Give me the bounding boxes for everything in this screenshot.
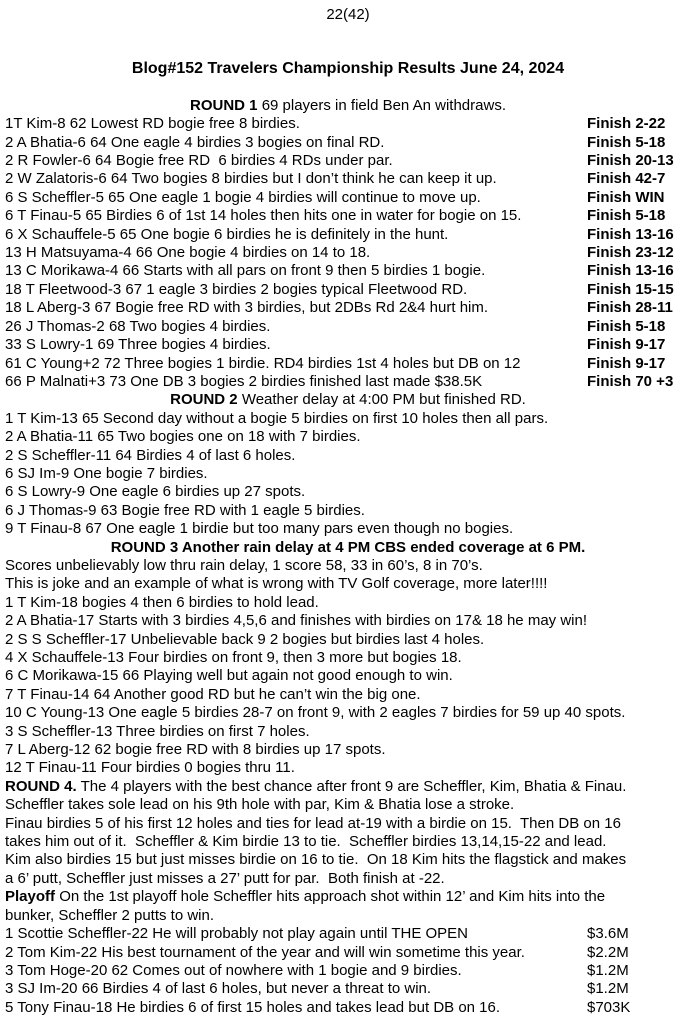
round1-entry [5, 189, 691, 207]
finish-value: Finish 2-22 [587, 115, 666, 133]
round1-entry [5, 115, 691, 133]
round3-entry: 2 A Bhatia-17 Starts with 3 birdies 4,5,6 and finishes with birdies on 17& 18 he may win! [5, 612, 587, 630]
round4-line: Kim also birdies 15 but just misses birdie on 16 to tie. On 18 Kim hits the flagstick and makes [5, 851, 627, 869]
round1-entry [5, 281, 691, 299]
entry-text: 13 H Matsuyama-4 66 One bogie 4 birdies on 14 to 18. [5, 244, 371, 262]
finish-value: Finish 15-15 [587, 280, 674, 298]
round4-heading-label: ROUND 4. [5, 777, 77, 795]
finish-value: Finish 23-12 [587, 244, 674, 262]
round1-entry [5, 170, 691, 188]
finish-value: Finish 5-18 [587, 317, 666, 335]
finish-value: Finish 13-16 [587, 262, 674, 280]
final-standing-entry [5, 944, 691, 962]
round3-entry: 4 X Schauffele-13 Four birdies on front 9, then 3 more but bogies 18. [5, 649, 462, 666]
round4-line: a 6’ putt, Scheffler just misses a 27’ putt for par. Both finish at -22. [5, 869, 445, 887]
final-standing-entry [5, 962, 691, 980]
round3-entry: 7 L Aberg-12 62 bogie free RD with 8 birdies up 17 spots. [5, 741, 386, 759]
round1-heading [5, 97, 691, 115]
entry-text: 61 C Young+2 72 Three bogies 1 birdie. RD4 birdies 1st 4 holes but DB on 12 [5, 354, 521, 372]
entry-text: 6 S Scheffler-5 65 One eagle 1 bogie 4 birdies will continue to move up. [5, 188, 481, 206]
entry-text: 3 SJ Im-20 66 Birdies 4 of last 6 holes, but never a threat to win. [5, 980, 432, 998]
finish-value: Finish 13-16 [587, 225, 674, 243]
round1-heading-label: ROUND 1 [190, 96, 258, 114]
finish-value: Finish 70 +3 [587, 372, 674, 390]
entry-text: 26 J Thomas-2 68 Two bogies 4 birdies. [5, 317, 271, 335]
final-standing-entry [5, 980, 691, 998]
round2-entry: 2 S Scheffler-11 64 Birdies 4 of last 6 holes. [5, 446, 296, 464]
round2-heading-text: Weather delay at 4:00 PM but finished RD. [241, 391, 526, 409]
finish-value: Finish 9-17 [587, 354, 666, 372]
round3-entry: 3 S Scheffler-13 Three birdies on first 7 holes. [5, 722, 310, 740]
round2-heading [5, 391, 691, 409]
entry-text: 2 Tom Kim-22 His best tournament of the year and will win sometime this year. [5, 943, 525, 961]
round2-entry: 6 SJ Im-9 One bogie 7 birdies. [5, 464, 208, 482]
round2-entry: 6 J Thomas-9 63 Bogie free RD with 1 eagle 5 birdies. [5, 501, 365, 519]
round3-entry: 10 C Young-13 One eagle 5 birdies 28-7 on front 9, with 2 eagles 7 birdies for 59 up 40 spots. [5, 704, 626, 722]
round1-entry [5, 318, 691, 336]
page-number: 22(42) [326, 6, 370, 23]
round4-intro-text: The 4 players with the best chance after front 9 are Scheffler, Kim, Bhatia & Finau. [80, 777, 627, 795]
finish-value: Finish 5-18 [587, 133, 666, 151]
final-standing-entry [5, 999, 691, 1017]
entry-text: 18 L Aberg-3 67 Bogie free RD with 3 birdies, but 2DBs Rd 2&4 hurt him. [5, 299, 489, 317]
round4-line: takes him out of it. Scheffler & Kim birdie 13 to tie. Scheffler birdies 13,14,15-22 and lead. [5, 833, 607, 851]
finish-value: Finish 20-13 [587, 152, 674, 170]
entry-text: 6 X Schauffele-5 65 One bogie 6 birdies he is definitely in the hunt. [5, 225, 449, 243]
playoff-intro [5, 888, 691, 906]
round2-entry: 2 A Bhatia-11 65 Two bogies one on 18 with 7 birdies. [5, 428, 361, 446]
prize-money: $2.2M [587, 943, 629, 961]
finish-value: Finish 42-7 [587, 170, 666, 188]
round4-intro [5, 778, 691, 796]
round3-entry: 1 T Kim-18 bogies 4 then 6 birdies to hold lead. [5, 593, 319, 611]
round4-line: Scheffler takes sole lead on his 9th hole with par, Kim & Bhatia lose a stroke. [5, 796, 515, 814]
entry-text: 2 W Zalatoris-6 64 Two bogies 8 birdies but I don’t think he can keep it up. [5, 170, 497, 188]
round3-note: Scores unbelievably low thru rain delay, 1 score 58, 33 in 60’s, 8 in 70’s. [5, 556, 483, 574]
finish-value: Finish 28-11 [587, 299, 673, 317]
prize-money: $1.2M [587, 980, 629, 998]
page-title: Blog#152 Travelers Championship Results June 24, 2024 [131, 60, 565, 78]
round3-entry: 2 S S Scheffler-17 Unbelievable back 9 2 bogies but birdies last 4 holes. [5, 630, 485, 648]
entry-text: 1T Kim-8 62 Lowest RD bogie free 8 birdies. [5, 115, 300, 133]
round1-entry [5, 244, 691, 262]
round2-entry: 9 T Finau-8 67 One eagle 1 birdie but too many pars even though no bogies. [5, 520, 514, 538]
finish-value: Finish WIN [587, 188, 665, 206]
finish-value: Finish 5-18 [587, 207, 666, 225]
entry-text: 1 Scottie Scheffler-22 He will probably not play again until THE OPEN [5, 925, 469, 943]
round3-entry: 7 T Finau-14 64 Another good RD but he can’t win the big one. [5, 685, 421, 703]
entry-text: 33 S Lowry-1 69 Three bogies 4 birdies. [5, 336, 271, 354]
round1-entry [5, 299, 691, 317]
round1-entry [5, 355, 691, 373]
round2-heading-label: ROUND 2 [170, 391, 238, 409]
entry-text: 66 P Malnati+3 73 One DB 3 bogies 2 birdies finished last made $38.5K [5, 372, 483, 390]
prize-money: $703K [587, 998, 631, 1016]
entry-text: 13 C Morikawa-4 66 Starts with all pars on front 9 then 5 birdies 1 bogie. [5, 262, 486, 280]
round1-entry [5, 262, 691, 280]
entry-text: 5 Tony Finau-18 He birdies 6 of first 15 holes and takes lead but DB on 16. [5, 998, 501, 1016]
round2-entry: 1 T Kim-13 65 Second day without a bogie 5 birdies on first 10 holes then all pars. [5, 409, 549, 427]
round1-entry [5, 207, 691, 225]
round1-entry [5, 226, 691, 244]
round1-entry [5, 134, 691, 152]
prize-money: $1.2M [587, 961, 629, 979]
entry-text: 3 Tom Hoge-20 62 Comes out of nowhere with 1 bogie and 9 birdies. [5, 961, 462, 979]
round1-entry [5, 152, 691, 170]
finish-value: Finish 9-17 [587, 336, 666, 354]
round3-note: This is joke and an example of what is wrong with TV Golf coverage, more later!!!! [5, 575, 548, 593]
round3-heading: ROUND 3 Another rain delay at 4 PM CBS ended coverage at 6 PM. [110, 538, 586, 556]
entry-text: 6 T Finau-5 65 Birdies 6 of 1st 14 holes then hits one in water for bogie on 15. [5, 207, 522, 225]
entry-text: 2 R Fowler-6 64 Bogie free RD 6 birdies 4 RDs under par. [5, 152, 393, 170]
entry-text: 2 A Bhatia-6 64 One eagle 4 birdies 3 bogies on final RD. [5, 133, 385, 151]
round2-entry: 6 S Lowry-9 One eagle 6 birdies up 27 spots. [5, 483, 306, 501]
round1-entry [5, 336, 691, 354]
final-standing-entry [5, 925, 691, 943]
playoff-line: bunker, Scheffler 2 putts to win. [5, 906, 215, 924]
prize-money: $3.6M [587, 925, 629, 943]
round3-entry: 12 T Finau-11 Four birdies 0 bogies thru 11. [5, 759, 295, 777]
playoff-label: Playoff [5, 888, 56, 906]
playoff-text: On the 1st playoff hole Scheffler hits approach shot within 12’ and Kim hits into the [59, 888, 606, 906]
round1-heading-text: 69 players in field Ben An withdraws. [261, 96, 506, 114]
round3-entry: 6 C Morikawa-15 66 Playing well but again not good enough to win. [5, 667, 453, 685]
round4-line: Finau birdies 5 of his first 12 holes and ties for lead at-19 with a birdie on 15. Then DB on 16 [5, 814, 621, 832]
round1-entry [5, 373, 691, 391]
entry-text: 18 T Fleetwood-3 67 1 eagle 3 birdies 2 bogies typical Fleetwood RD. [5, 280, 468, 298]
